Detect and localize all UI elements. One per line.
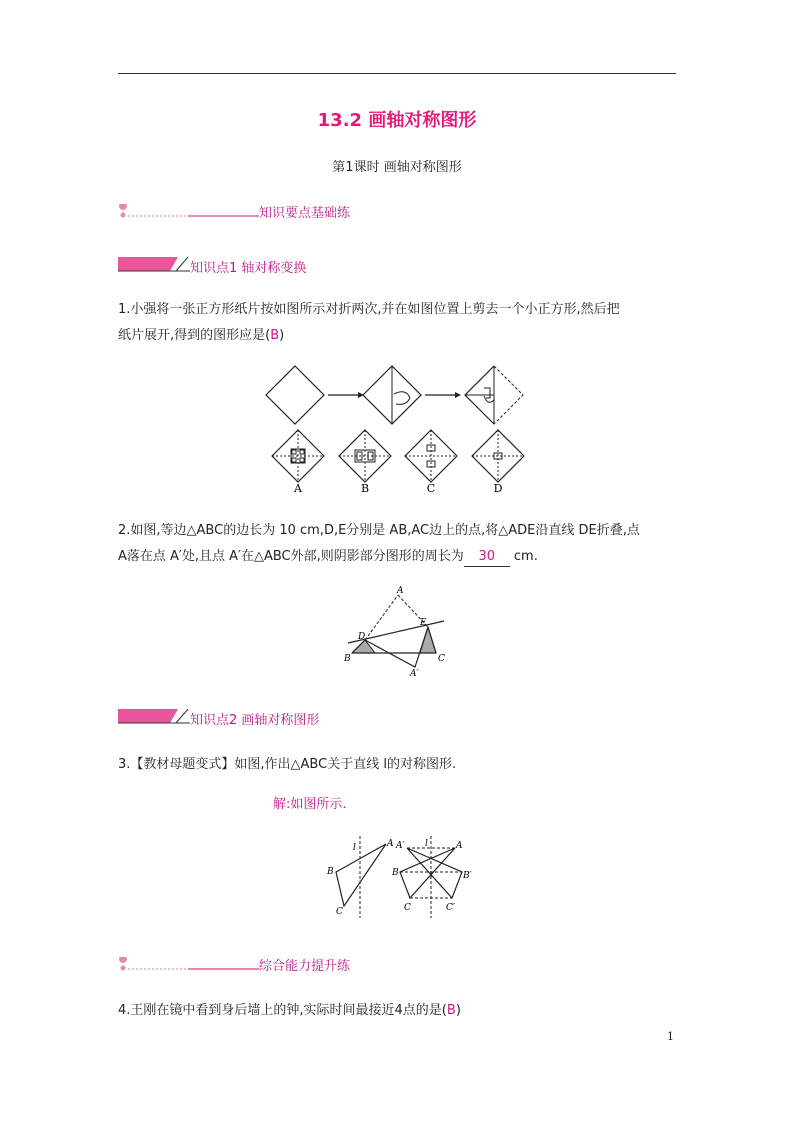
figure-label: l [353, 843, 356, 853]
figure-label: A [387, 839, 394, 849]
figure-label: A [397, 586, 404, 596]
kp1-label: 知识点1 轴对称变换 [190, 261, 307, 276]
figure-label: C′ [446, 903, 455, 913]
q2-line2: A落在点 A′处,且点 A′在△ABC外部,则阴影部分图形的周长为 30 cm. [118, 544, 678, 570]
lesson-subtitle: 第1课时 画轴对称图形 [332, 160, 462, 175]
figure-label: D [358, 632, 366, 642]
question-2 [118, 518, 678, 570]
q1-option-a: A [294, 482, 302, 495]
q2-figure [340, 583, 460, 679]
figure-label: l [425, 839, 428, 849]
q3-figure [318, 836, 478, 918]
section-advanced-label: 综合能力提升练 [259, 959, 351, 974]
figure-label: C [336, 907, 343, 917]
q1-line2: 纸片展开,得到的图形应是(B) [118, 328, 285, 343]
figure-label: A′ [396, 841, 405, 851]
kp-tab-icon [118, 709, 190, 725]
question-1 [118, 297, 678, 349]
kp2-label: 知识点2 画轴对称图形 [190, 713, 320, 728]
section-basic-label: 知识要点基础练 [259, 206, 351, 221]
figure-label: C [404, 903, 411, 913]
q3-text: 3.【教材母题变式】如图,作出△ABC关于直线 l的对称图形. [118, 757, 457, 772]
q1-option-d: D [493, 482, 503, 495]
figure-label: C [438, 654, 445, 664]
figure-label: A′ [410, 669, 419, 679]
section-ornament-icon [118, 204, 260, 224]
question-4: 4.王刚在镜中看到身后墙上的钟,实际时间最接近4点的是(B) [118, 1003, 461, 1018]
figure-label: E [420, 618, 427, 628]
figure-label: A [456, 841, 463, 851]
figure-label: B′ [463, 871, 472, 881]
q4-answer: B [446, 1003, 456, 1018]
q3-solution: 解:如图所示. [273, 797, 347, 812]
q1-option-c: C [426, 482, 436, 495]
figure-label: B [392, 868, 399, 878]
page-number: 1 [667, 1030, 674, 1043]
q1-option-b: B [360, 482, 370, 495]
q1-line1: 1.小强将一张正方形纸片按如图所示对折两次,并在如图位置上剪去一个小正方形,然后把 [118, 302, 620, 317]
q2-answer-blank: 30 [464, 548, 510, 567]
figure-label: B [344, 654, 351, 664]
header-rule [118, 73, 676, 74]
q2-line1: 2.如图,等边△ABC的边长为 10 cm,D,E分别是 AB,AC边上的点,将△ADE沿直线 DE折叠,点 [118, 523, 640, 538]
page-title: 13.2 画轴对称图形 [317, 110, 477, 131]
q1-figure [262, 364, 542, 499]
kp-tab-icon [118, 257, 190, 273]
q1-answer: B [270, 328, 280, 343]
question-3 [118, 752, 678, 778]
figure-label: B [327, 867, 334, 877]
section-ornament-icon [118, 957, 260, 977]
